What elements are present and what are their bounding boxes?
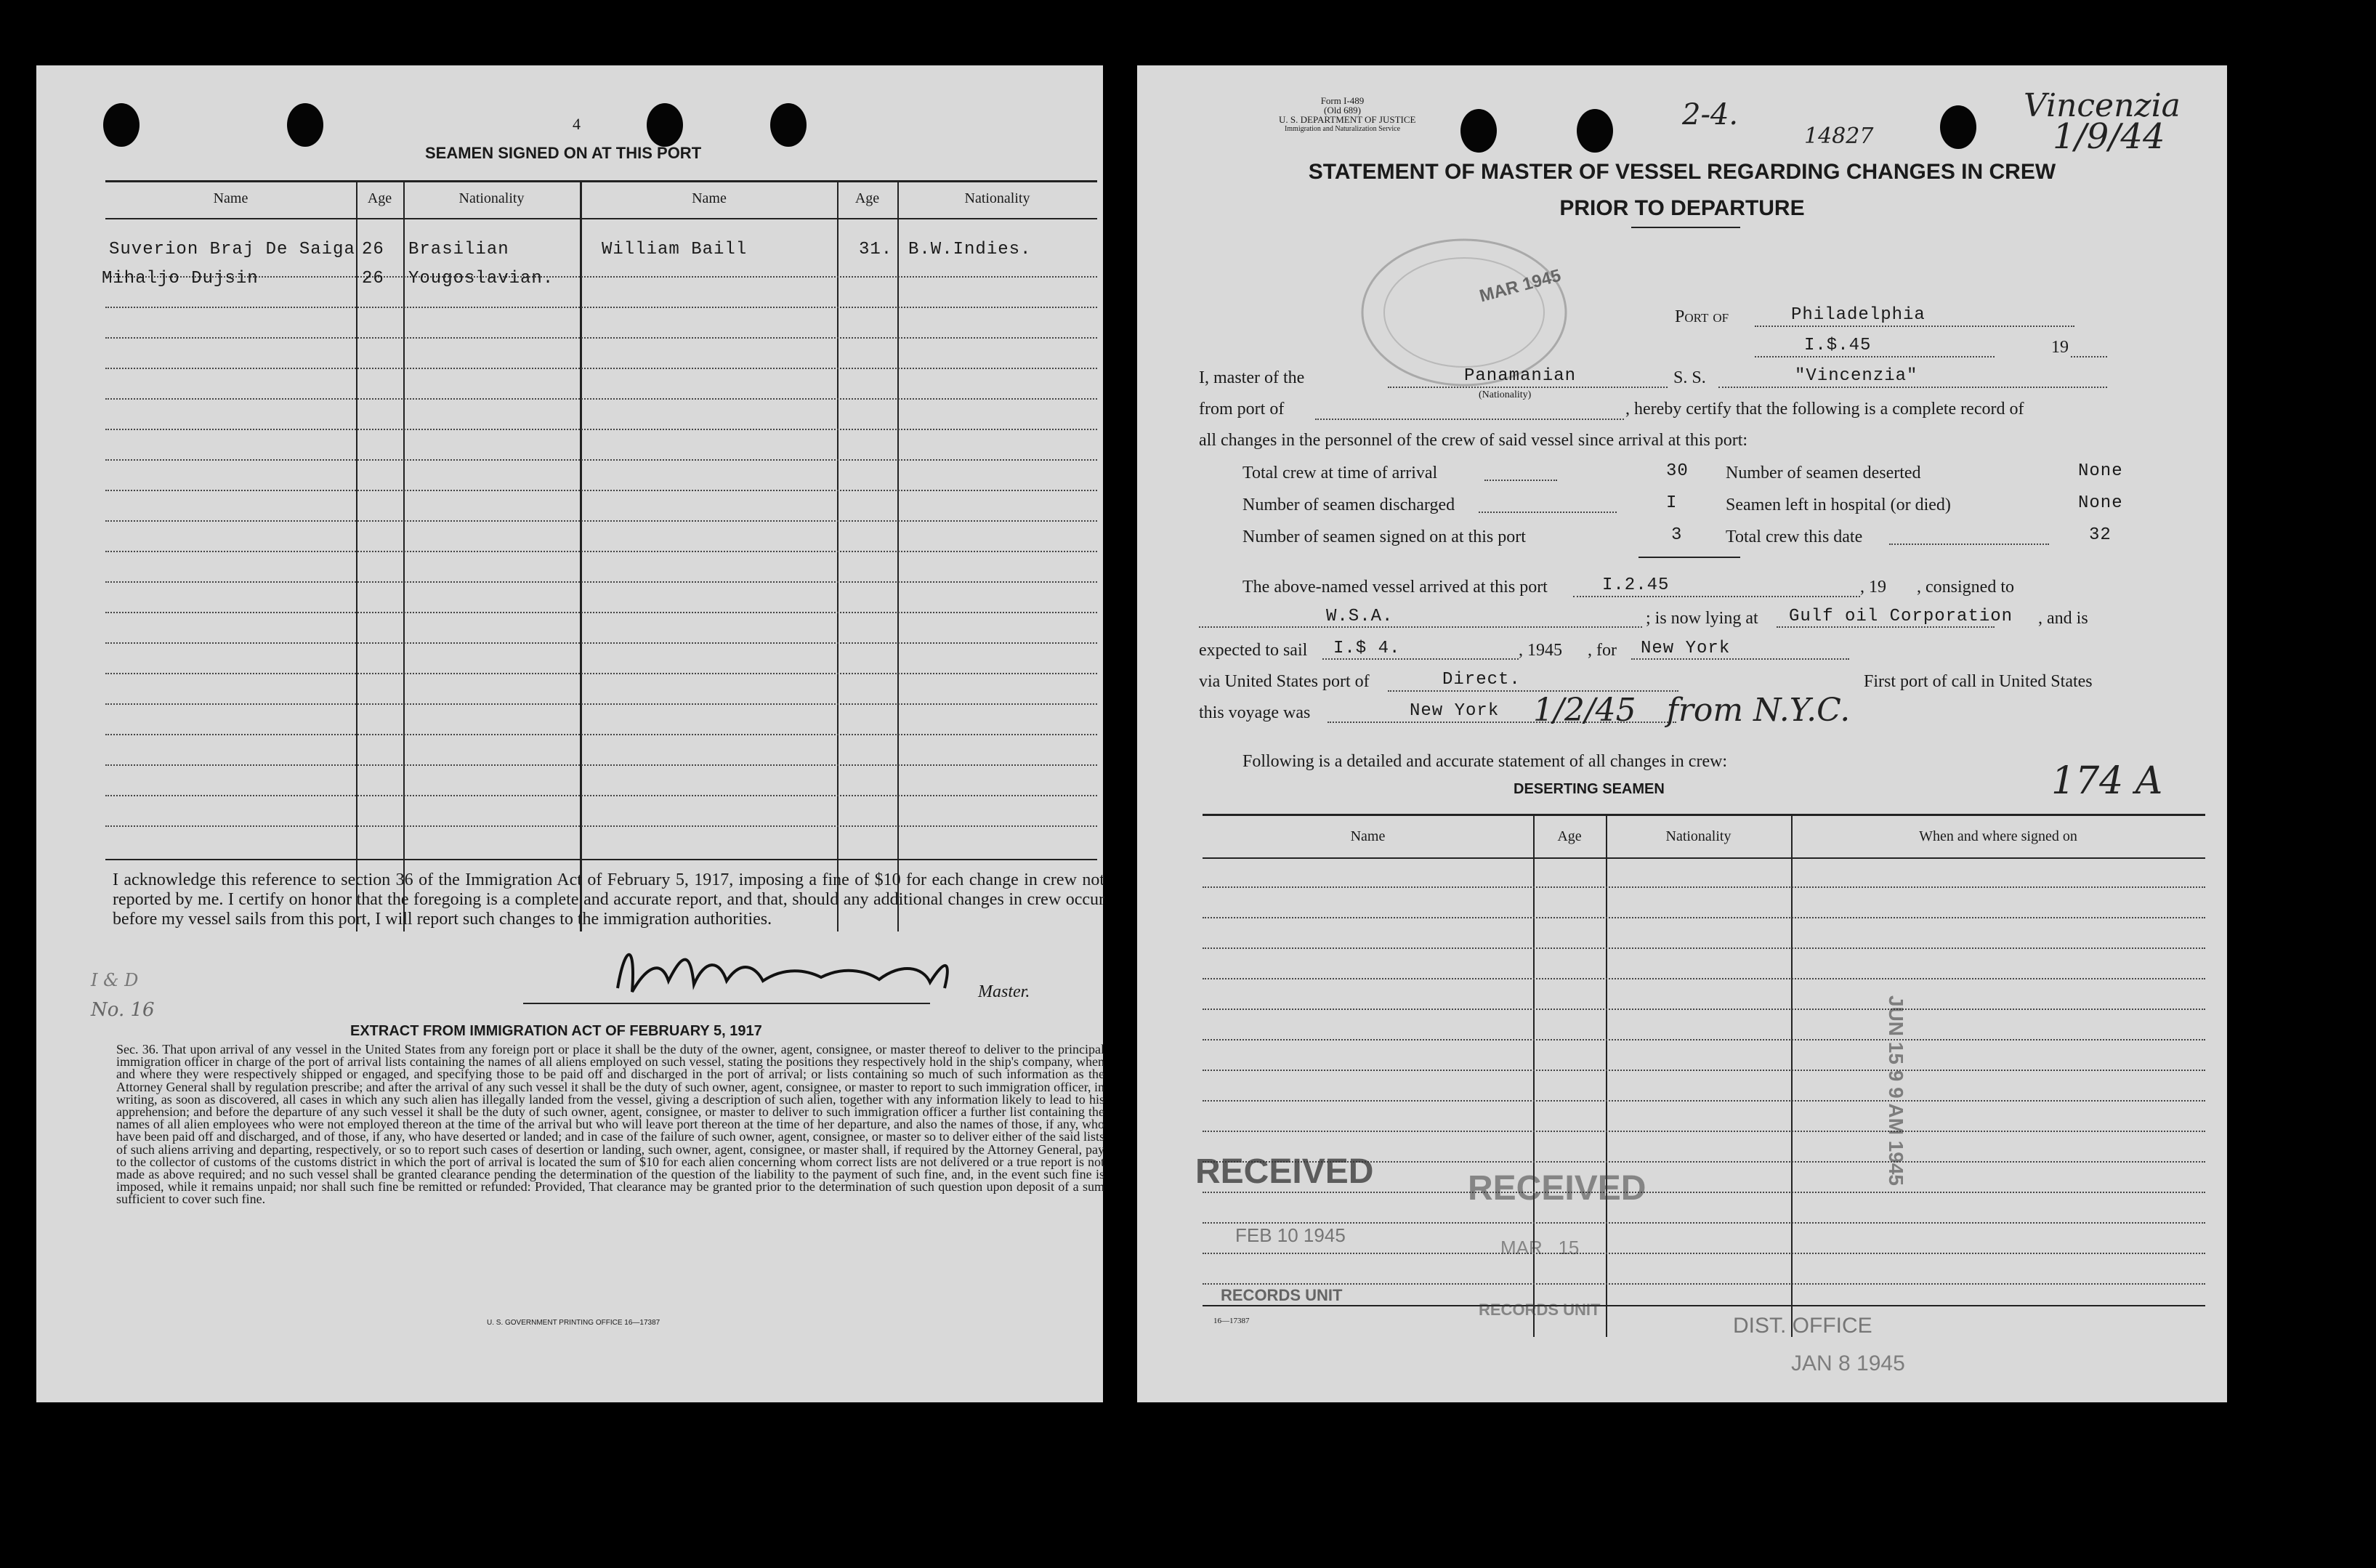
records-unit: RECORDS UNIT	[1221, 1286, 1343, 1304]
year-1945: , 1945	[1519, 641, 1562, 660]
sum-rule	[1638, 557, 1740, 558]
footer-code: 16—17387	[1213, 1317, 1250, 1325]
col-header-age: Age	[367, 190, 392, 206]
acknowledgment-text: I acknowledge this reference to section 36 of the Immigration Act of February 5, 1917, imposing a fine of $10 for each change in crew not reported by me. I certify on honor that the foregoing is a complete and accurate report, and that, should any additional changes in crew occur before my vessel sails from this port, I will report such changes to the immigration authorities.	[113, 870, 1104, 929]
for-label: , for	[1588, 641, 1617, 660]
certify-text: , hereby certify that the following is a complete record of	[1625, 400, 2024, 419]
handwritten-note: 2-4.	[1682, 98, 1739, 132]
port-value: Philadelphia	[1791, 305, 1926, 325]
handwritten-code: 174 A	[2051, 759, 2163, 803]
stat-label: Total crew at time of arrival	[1242, 464, 1438, 482]
form-block	[1279, 95, 1416, 134]
stat-value: 32	[2089, 525, 2112, 545]
received-stamp: RECEIVED	[1195, 1152, 1374, 1191]
leader-dots	[1889, 543, 2049, 545]
deserting-title: DESERTING SEAMEN	[1514, 781, 1665, 797]
col-header-name: Name	[692, 190, 727, 206]
col-header-nationality: Nationality	[1665, 828, 1732, 844]
consignee-value: W.S.A.	[1326, 607, 1394, 626]
cell-name: William Baill	[602, 240, 748, 259]
field-line	[2071, 356, 2107, 357]
lying-label: ; is now lying at	[1646, 609, 1758, 628]
left-page	[36, 65, 1103, 1402]
stat-label: Number of seamen discharged	[1242, 496, 1455, 514]
form-old: (Old 689)	[1324, 105, 1361, 116]
leader-dots	[1484, 480, 1557, 481]
master-signature	[603, 937, 1010, 1003]
signature-label: Master.	[978, 982, 1030, 1001]
cell-nationality: Yougoslavian.	[408, 269, 554, 288]
postmark-stamp	[1355, 225, 1588, 414]
consigned-label: , 19 , consigned to	[1860, 578, 2014, 597]
date-value: I.$.45	[1804, 336, 1872, 355]
year-suffix: 19	[2051, 338, 2069, 357]
from-port-label: from port of	[1199, 400, 1285, 419]
field-line	[1755, 326, 2074, 327]
cell-age: 26	[362, 269, 384, 288]
field-line	[1573, 596, 1860, 597]
cell-nationality: B.W.Indies.	[908, 240, 1032, 259]
dist-office-stamp: DIST. OFFICE	[1733, 1314, 1872, 1338]
margin-note: No. 16	[91, 999, 155, 1021]
signature-line	[523, 1003, 930, 1004]
col-header-nationality: Nationality	[458, 190, 525, 206]
stat-value: 30	[1666, 461, 1689, 481]
form-subtitle: PRIOR TO DEPARTURE	[1559, 196, 1805, 220]
nationality-caption: (Nationality)	[1479, 389, 1532, 400]
col-header-age: Age	[1557, 828, 1582, 844]
following-text: Following is a detailed and accurate statement of all changes in crew:	[1242, 752, 1728, 771]
leader-dots	[1479, 512, 1617, 513]
margin-note: I & D	[91, 970, 139, 990]
handwritten-note: Vincenzia	[2024, 87, 2181, 124]
right-page	[1137, 65, 2227, 1402]
stat-value: None	[2078, 461, 2123, 481]
field-line	[1777, 626, 1995, 628]
master-prefix: I, master of the	[1199, 368, 1305, 387]
changes-text: all changes in the personnel of the crew of said vessel since arrival at this port:	[1199, 431, 1748, 450]
col-header-when-where: When and where signed on	[1919, 828, 2077, 844]
first-port-label: First port of call in United States	[1864, 672, 2093, 691]
vertical-stamp: JUN 15 9 9 AM 1945	[1885, 995, 1907, 1186]
title-rule	[1631, 227, 1740, 228]
handwritten-voyage: 1/2/45 from N.Y.C.	[1533, 692, 1851, 729]
ss-value: "Vincenzia"	[1795, 366, 1918, 386]
ss-label: S. S.	[1673, 368, 1706, 387]
received-stamp: RECEIVED	[1468, 1169, 1646, 1208]
printing-office: U. S. GOVERNMENT PRINTING OFFICE 16—17387	[487, 1319, 660, 1327]
punch-hole	[103, 103, 140, 147]
via-label: via United States port of	[1199, 672, 1370, 691]
received-date: FEB 10 1945	[1235, 1224, 1346, 1246]
expected-value: I.$ 4.	[1333, 639, 1401, 658]
stat-label: Seamen left in hospital (or died)	[1726, 496, 1951, 514]
stat-value: I	[1666, 493, 1678, 513]
stat-label: Total crew this date	[1726, 528, 1863, 546]
arrived-value: I.2.45	[1602, 575, 1670, 595]
received-date: MAR 15	[1500, 1237, 1580, 1258]
punch-hole	[1460, 109, 1497, 153]
extract-text: Sec. 36. That upon arrival of any vessel in the United States from any foreign port or place it shall be the duty of the owner, agent, consignee, or master thereof to deliver to the principal immigration officer in charge of the port of arrival lists containing the names of all aliens employed on such vessel, stating the positions they respectively hold in the ship's company, when and where they were respectively shipped or engaged, and specifying those to be paid off and discharged in the port of arrival; or lists containing so much of such information as the Attorney General shall by regulation prescribe; and after the arrival of any such vessel it shall be the duty of such owner, agent, consignee, or master to report to such immigration officer, in writing, as soon as discovered, all cases in which any such alien has illegally landed from the vessel, giving a description of such alien, together with any information likely to lead to his apprehension; and before the departure of any such vessel it shall be the duty of such owner, agent, consignee, or master to deliver to such immigration officer a further list containing the names of all alien employees who were not employed thereon at the time of the arrival but who will leave port thereon at the time of her departure, and also the names of those, if any, who have been paid off and discharged, and of those, if any, who have deserted or landed; and in case of the failure of such owner, agent, consignee, or master so to deliver either of the said lists of such aliens arriving and departing, respectively, or so to report such cases of desertion or landing, such owner, agent, consignee, or master shall, if required by the Attorney General, pay to the collector of customs of the customs district in which the port of arrival is located the sum of $10 for each alien concerning whom correct lists are not delivered or a true report is not made as above required; and no such vessel shall be granted clearance pending the determination of the question of the liability to the payment of such fine, and, in the event such fine is imposed, while it remains unpaid; nor shall such fine be remitted or refunded: Provided, That clearance may be granted prior to the determination of such question upon deposit of a sum sufficient to cover such fine.	[116, 1042, 1104, 1207]
cell-age: 31.	[859, 240, 893, 259]
punch-hole	[287, 103, 323, 147]
and-is: , and is	[2038, 609, 2088, 628]
cell-name: Mihaljo Dujsin	[102, 269, 259, 288]
form-title: STATEMENT OF MASTER OF VESSEL REGARDING CHANGES IN CREW	[1308, 160, 2056, 184]
via-value: Direct.	[1442, 670, 1521, 690]
field-line	[1631, 658, 1849, 660]
voyage-value: New York	[1410, 701, 1500, 721]
records-unit: RECORDS UNIT	[1479, 1301, 1601, 1319]
field-line	[1755, 356, 1995, 357]
handwritten-note: 14827	[1804, 124, 1874, 149]
col-header-name: Name	[1350, 828, 1386, 844]
service: Immigration and Naturalization Service	[1284, 125, 1401, 133]
stat-value: 3	[1671, 525, 1683, 545]
punch-hole	[647, 103, 683, 147]
col-header-nationality: Nationality	[964, 190, 1030, 206]
stat-value: None	[2078, 493, 2123, 513]
expected-label: expected to sail	[1199, 641, 1308, 660]
lying-value: Gulf oil Corporation	[1789, 607, 2013, 626]
dist-office-date: JAN 8 1945	[1791, 1351, 1905, 1375]
arrived-label: The above-named vessel arrived at this port	[1242, 578, 1548, 597]
voyage-label: this voyage was	[1199, 703, 1311, 722]
page-title: SEAMEN SIGNED ON AT THIS PORT	[425, 144, 702, 162]
stamp-date: MAR 1945	[1477, 265, 1564, 307]
extract-title: EXTRACT FROM IMMIGRATION ACT OF FEBRUARY 5, 1917	[350, 1023, 762, 1039]
for-value: New York	[1641, 639, 1731, 658]
cell-name: Suverion Braj De Saiga	[109, 240, 355, 259]
port-label: Port of	[1675, 307, 1729, 326]
punch-hole	[770, 103, 807, 147]
form-number: Form I-489	[1320, 95, 1365, 106]
handwritten-note: 1/9/44	[2053, 116, 2165, 157]
stat-label: Number of seamen deserted	[1726, 464, 1921, 482]
nationality-value: Panamanian	[1464, 366, 1577, 386]
cell-age: 26	[362, 240, 384, 259]
punch-hole	[1940, 105, 1976, 149]
stat-label: Number of seamen signed on at this port	[1242, 528, 1526, 546]
punch-hole	[1577, 109, 1613, 153]
col-header-age: Age	[854, 190, 880, 206]
field-line	[1315, 419, 1624, 420]
field-line	[1388, 387, 1668, 388]
page-number: 4	[573, 115, 581, 133]
field-line	[1322, 658, 1519, 660]
department: U. S. DEPARTMENT OF JUSTICE	[1279, 114, 1416, 125]
col-header-name: Name	[213, 190, 248, 206]
cell-nationality: Brasilian	[408, 240, 509, 259]
field-line	[1718, 387, 2107, 388]
field-line	[1199, 626, 1642, 628]
